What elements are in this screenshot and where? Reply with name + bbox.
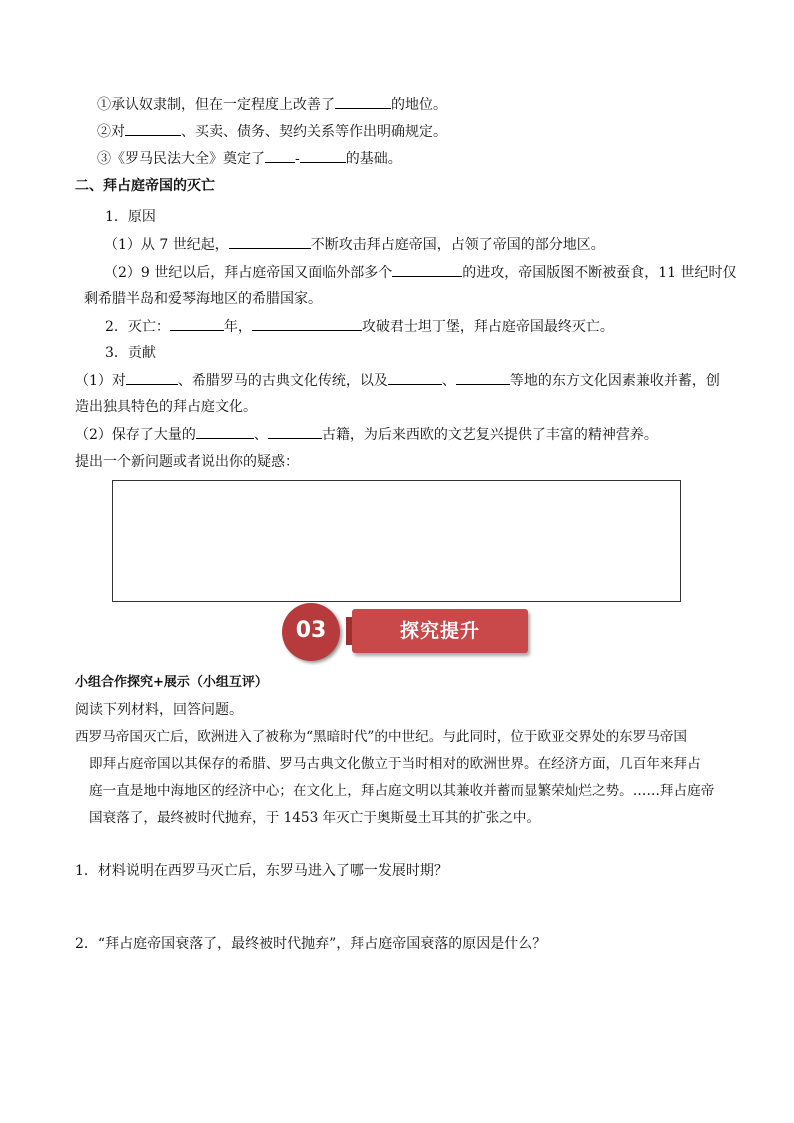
cause-2-tail: 的进攻，帝国版图不断被蚕食，11 世纪时仅 <box>462 265 737 281</box>
law-item-1-tail: 的地位。 <box>391 97 447 113</box>
section-badge <box>282 601 532 661</box>
blank-field[interactable] <box>125 122 181 136</box>
contrib-2 <box>75 425 658 444</box>
law-item-2 <box>97 122 447 141</box>
badge-number: 03 <box>282 603 340 661</box>
fall-tail: 攻破君士坦丁堡，拜占庭帝国最终灭亡。 <box>361 319 614 335</box>
blank-field[interactable] <box>300 149 346 163</box>
material-line-3: 庭一直是地中海地区的经济中心；在文化上，拜占庭文明以其兼收并蓄而显繁荣灿烂之势。……拜占庭帝 <box>89 783 715 799</box>
contrib-1-cont: 造出独具特色的拜占庭文化。 <box>75 399 257 415</box>
blank-field[interactable] <box>335 95 391 109</box>
blank-field[interactable] <box>392 263 462 277</box>
blank-field[interactable] <box>126 371 178 385</box>
fall-label: 2．灭亡： <box>105 319 170 335</box>
contrib-2-text: （2）保存了大量的 <box>75 427 196 443</box>
blank-field[interactable] <box>268 425 322 439</box>
cause-title: 1．原因 <box>105 209 156 225</box>
cause-2 <box>104 263 737 282</box>
badge-label: 探究提升 <box>352 609 528 653</box>
question-1: 1．材料说明在西罗马灭亡后，东罗马进入了哪一发展时期？ <box>75 863 448 879</box>
blank-field[interactable] <box>252 317 362 331</box>
law-item-3 <box>97 149 402 168</box>
law-item-1-text: ①承认奴隶制，但在一定程度上改善了 <box>97 97 335 113</box>
contrib-2-sep: 、 <box>253 427 268 443</box>
contrib-1-tail: 等地的东方文化因素兼收并蓄，创 <box>509 373 720 389</box>
cause-1-tail: 不断攻击拜占庭帝国，占领了帝国的部分地区。 <box>310 237 605 253</box>
law-item-2-text: ②对 <box>97 124 125 140</box>
reading-instruction: 阅读下列材料，回答问题。 <box>75 702 243 718</box>
material-line-2: 即拜占庭帝国以其保存的希腊、罗马古典文化傲立于当时相对的欧洲世界。在经济方面，几百年来拜占 <box>89 756 701 772</box>
law-item-3-tail: 的基础。 <box>345 151 402 167</box>
cause-1-text: （1）从 7 世纪起， <box>104 237 229 253</box>
contrib-1-sep: 、 <box>441 373 456 389</box>
cause-2-text: （2）9 世纪以后，拜占庭帝国又面临外部多个 <box>104 265 393 281</box>
section-heading-byzantine-fall: 二、拜占庭帝国的灭亡 <box>75 178 215 194</box>
question-answer-box[interactable] <box>112 480 681 602</box>
fall-year: 年， <box>223 319 252 335</box>
question-prompt: 提出一个新问题或者说出你的疑惑： <box>75 454 299 470</box>
blank-field[interactable] <box>196 425 254 439</box>
material-line-1: 西罗马帝国灭亡后，欧洲进入了被称为“黑暗时代”的中世纪。与此同时，位于欧亚交界处的东罗马帝国 <box>75 729 688 745</box>
blank-field[interactable] <box>265 149 295 163</box>
contrib-1-mid: 、希腊罗马的古典文化传统，以及 <box>177 373 388 389</box>
law-item-2-tail: 、买卖、债务、契约关系等作出明确规定。 <box>181 124 447 140</box>
question-2: 2．“拜占庭帝国衰落了，最终被时代抛弃”，拜占庭帝国衰落的原因是什么？ <box>75 936 547 952</box>
cause-2-cont: 剩希腊半岛和爱琴海地区的希腊国家。 <box>84 291 322 307</box>
law-item-3-dash: - <box>295 151 300 167</box>
contrib-title: 3．贡献 <box>105 345 156 361</box>
blank-field[interactable] <box>170 317 224 331</box>
blank-field[interactable] <box>388 371 442 385</box>
law-item-1 <box>97 95 447 114</box>
law-item-3-text: ③《罗马民法大全》奠定了 <box>97 151 265 167</box>
group-activity-heading: 小组合作探究+展示（小组互评） <box>75 675 268 690</box>
fall-line <box>105 317 614 336</box>
material-line-4: 国衰落了，最终被时代抛弃，于 1453 年灭亡于奥斯曼土耳其的扩张之中。 <box>89 810 541 826</box>
contrib-1 <box>75 371 720 390</box>
contrib-1-text: （1）对 <box>75 373 126 389</box>
blank-field[interactable] <box>229 235 311 249</box>
contrib-2-tail: 古籍，为后来西欧的文艺复兴提供了丰富的精神营养。 <box>321 427 658 443</box>
cause-1 <box>104 235 605 254</box>
blank-field[interactable] <box>456 371 510 385</box>
